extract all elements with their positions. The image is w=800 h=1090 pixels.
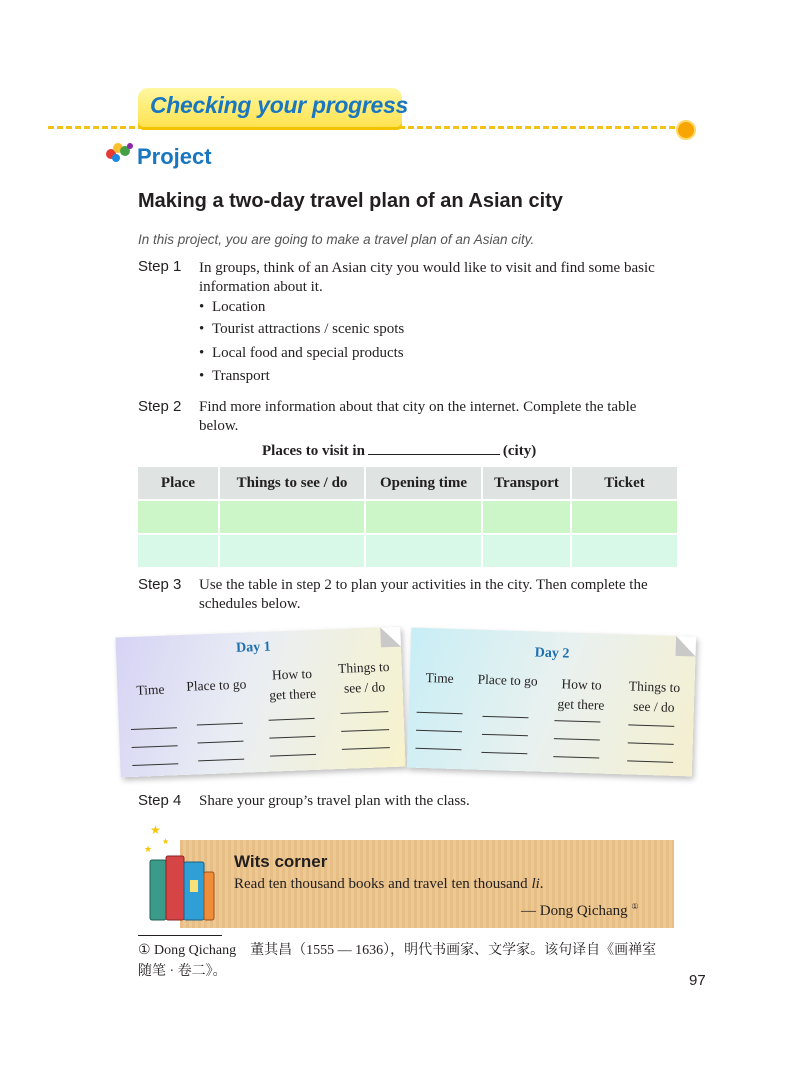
city-blank[interactable]	[368, 441, 500, 455]
wits-corner-title: Wits corner	[234, 852, 328, 871]
answer-line[interactable]	[198, 759, 244, 762]
step-4-text: Share your group’s travel plan with the class.	[199, 793, 470, 809]
column-header: Things to see / do	[219, 467, 365, 500]
handprints-icon	[104, 138, 138, 166]
svg-text:★: ★	[144, 844, 153, 854]
table-row	[138, 500, 677, 534]
answer-line[interactable]	[197, 723, 243, 726]
svg-text:★: ★	[162, 837, 170, 846]
banner-title: Checking your progress	[150, 92, 408, 118]
answer-line[interactable]	[342, 747, 390, 750]
answer-line[interactable]	[270, 754, 316, 757]
wits-quote: Read ten thousand books and travel ten thousand li.	[234, 876, 544, 892]
table-cell[interactable]	[482, 500, 571, 534]
column-header: How to get there	[269, 666, 317, 703]
step-2-label: Step 2	[138, 398, 182, 415]
day-2-title: Day 2	[534, 645, 570, 662]
table-title: Places to visit in (city)	[262, 443, 537, 459]
column-header: Things to see / do	[337, 659, 390, 696]
answer-line[interactable]	[269, 736, 315, 739]
step-3-text: Use the table in step 2 to plan your activities in the city. Then complete the schedules below.	[199, 577, 648, 612]
bullet-item: • Transport	[199, 368, 270, 384]
column-header: Time	[425, 670, 454, 686]
answer-line[interactable]	[482, 734, 528, 736]
answer-line[interactable]	[553, 756, 599, 758]
column-header: How to get there	[557, 676, 605, 713]
header-dot	[676, 120, 696, 140]
table-cell[interactable]	[138, 500, 219, 534]
table-cell[interactable]	[482, 534, 571, 567]
step-1-label: Step 1	[138, 258, 182, 275]
column-header: Things to see / do	[628, 678, 681, 715]
answer-line[interactable]	[198, 741, 244, 744]
step-4-label: Step 4	[138, 792, 182, 809]
answer-line[interactable]	[415, 748, 461, 750]
step-1-text: In groups, think of an Asian city you would like to visit and find some basic information about it.	[199, 260, 655, 295]
day-2-schedule-card	[407, 628, 696, 777]
footnote: ① Dong Qichang 董其昌（1555 — 1636），明代书画家、文学家。该句译自《画禅室 随笔 · 卷二》。	[138, 943, 657, 979]
answer-line[interactable]	[341, 729, 389, 732]
column-header: Place	[138, 467, 219, 500]
table-row	[138, 534, 677, 567]
step-2-text: Find more information about that city on the internet. Complete the table below.	[199, 399, 637, 434]
column-header: Opening time	[365, 467, 482, 500]
answer-line[interactable]	[416, 730, 462, 732]
page-number: 97	[689, 972, 706, 989]
day-1-schedule-card	[115, 627, 405, 778]
answer-line[interactable]	[481, 752, 527, 754]
column-header: Time	[136, 681, 165, 698]
table-cell[interactable]	[219, 500, 365, 534]
table-cell[interactable]	[219, 534, 365, 567]
answer-line[interactable]	[627, 760, 673, 762]
answer-line[interactable]	[132, 763, 178, 766]
books-icon	[140, 822, 224, 924]
bullet-item: • Tourist attractions / scenic spots	[199, 321, 405, 337]
answer-line[interactable]	[131, 727, 177, 730]
table-cell[interactable]	[365, 534, 482, 567]
table-cell[interactable]	[571, 500, 677, 534]
day-1-title: Day 1	[235, 639, 271, 656]
answer-line[interactable]	[628, 742, 674, 744]
bullet-item: • Location	[199, 299, 266, 315]
answer-line[interactable]	[482, 716, 528, 718]
section-label: Project	[137, 144, 212, 169]
table-cell[interactable]	[365, 500, 482, 534]
wits-author: — Dong Qichang ①	[521, 902, 639, 919]
answer-line[interactable]	[554, 720, 600, 722]
column-header: Place to go	[477, 671, 538, 689]
answer-line[interactable]	[417, 712, 463, 714]
table-cell[interactable]	[571, 534, 677, 567]
answer-line[interactable]	[340, 711, 388, 714]
column-header: Ticket	[571, 467, 677, 500]
svg-text:★: ★	[150, 823, 161, 837]
intro-text: In this project, you are going to make a travel plan of an Asian city.	[138, 232, 535, 247]
table-cell[interactable]	[138, 534, 219, 567]
column-header: Transport	[482, 467, 571, 500]
answer-line[interactable]	[269, 718, 315, 721]
footnote-divider	[138, 935, 222, 936]
column-header: Place to go	[186, 676, 247, 694]
page-title: Making a two-day travel plan of an Asian city	[138, 190, 563, 212]
answer-line[interactable]	[132, 745, 178, 748]
bullet-item: • Local food and special products	[199, 345, 404, 361]
answer-line[interactable]	[628, 724, 674, 726]
places-table	[138, 467, 677, 567]
answer-line[interactable]	[554, 738, 600, 740]
step-3-label: Step 3	[138, 576, 182, 593]
